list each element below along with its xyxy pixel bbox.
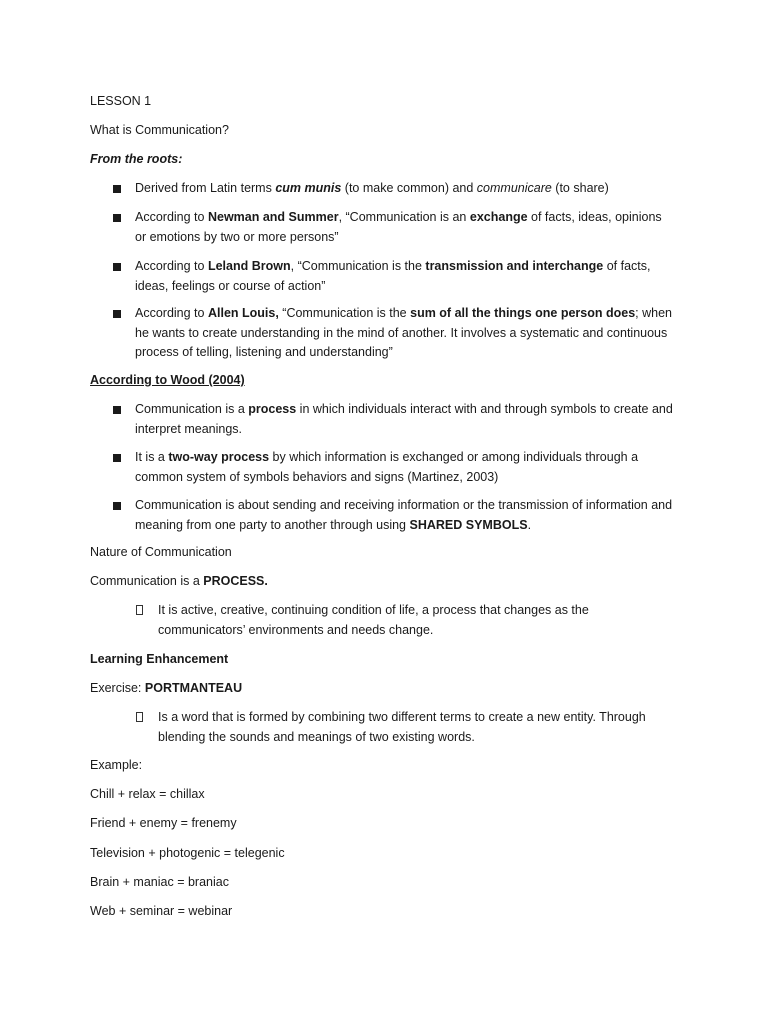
example-item: Brain + maniac = braniac [90,875,229,889]
bullet-text: According to Leland Brown, “Communication is the transmission and interchange of facts, ideas, feelings or course of action” [135,259,651,293]
roots-bullet-3 [113,257,673,296]
square-bullet-icon [113,454,121,462]
example-item: Web + seminar = webinar [90,904,233,918]
bullet-text: Derived from Latin terms cum munis (to make common) and communicare (to share) [135,181,609,195]
wood-bullet-3 [113,496,673,535]
example-item: Chill + relax = chillax [90,787,205,801]
nature-heading: Nature of Communication [90,545,232,559]
roots-bullet-4 [113,304,673,363]
example-item: Television + photogenic = telegenic [90,846,285,860]
process-note [135,601,675,640]
wood-heading: According to Wood (2004) [90,373,245,387]
box-bullet-icon [136,712,143,722]
portmanteau-note [135,708,675,747]
bullet-text: It is a two-way process by which information is exchanged or among individuals through a common system of symbols behaviors and signs (Martinez, 2003) [135,450,639,484]
wood-bullet-1 [113,400,673,439]
square-bullet-icon [113,406,121,414]
note-text: Is a word that is formed by combining two different terms to create a new entity. Through blending the sounds and meanings of two existing words. [158,710,646,744]
process-line: Communication is a PROCESS. [90,574,268,588]
lesson-label: LESSON 1 [90,94,152,108]
example-item: Friend + enemy = frenemy [90,816,237,830]
roots-bullet-2 [113,208,673,247]
square-bullet-icon [113,185,121,193]
example-label: Example: [90,758,143,772]
roots-heading: From the roots: [90,152,183,166]
box-bullet-icon [136,605,143,615]
bullet-text: According to Allen Louis, “Communication is the sum of all the things one person does; when he wants to create understanding in the mind of another. It involves a systematic and continuous process of telling, listening and understanding” [135,306,672,359]
note-text: It is active, creative, continuing condition of life, a process that changes as the communicators’ environments and needs change. [158,603,589,637]
roots-bullet-1 [113,179,673,199]
wood-bullet-2 [113,448,673,487]
square-bullet-icon [113,214,121,222]
bullet-text: According to Newman and Summer, “Communication is an exchange of facts, ideas, opinions or emotions by two or more persons” [135,210,662,244]
question-heading: What is Communication? [90,123,229,137]
bullet-text: Communication is about sending and receiving information or the transmission of information and meaning from one party to another through using SHARED SYMBOLS. [135,498,673,532]
learning-heading: Learning Enhancement [90,652,229,666]
exercise-line: Exercise: PORTMANTEAU [90,681,243,695]
bullet-text: Communication is a process in which individuals interact with and through symbols to create and interpret meanings. [135,402,673,436]
square-bullet-icon [113,502,121,510]
square-bullet-icon [113,310,121,318]
square-bullet-icon [113,263,121,271]
